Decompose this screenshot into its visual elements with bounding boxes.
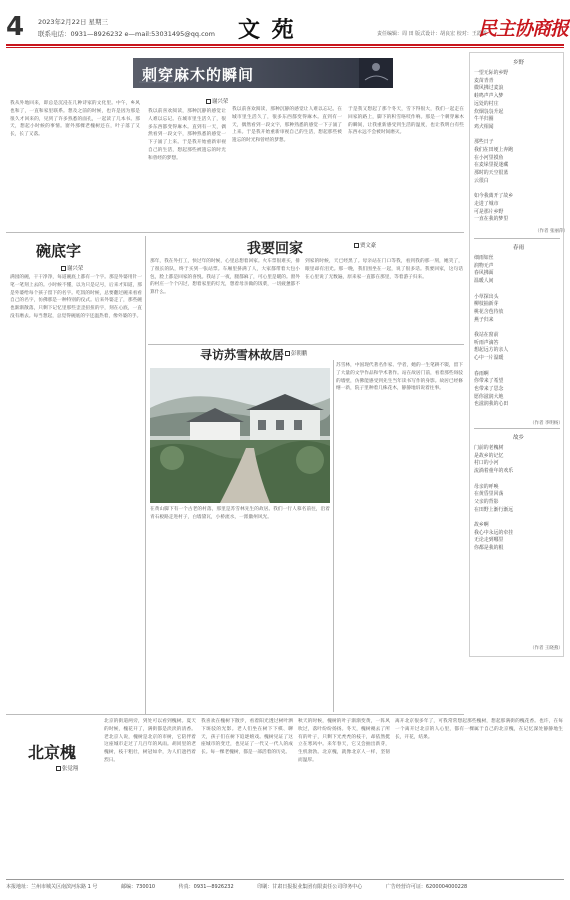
author-icon xyxy=(285,351,290,356)
poem-line: 我站在窗前 xyxy=(474,332,499,339)
poem-line: 你都是我的根 xyxy=(474,545,504,552)
article-title: 碗底字 xyxy=(36,242,82,260)
section-divider xyxy=(6,714,464,715)
article-body-col1: 我从外地回来，即总是沉浸在几种诗家的文化里。中午，乡风也和了，一直和家里联系。想及之前的时候，也许是因为那是很久才回来的，见到了许多熟悉的面孔，一起读了几本书。那天，想起小时候的事情。窗外那棵老槐树还在，叶子落了又长，长了又落。 xyxy=(10,101,140,138)
poem-line: 蛙鸣声声入梦 xyxy=(474,93,504,100)
article-body-col2: 我喜欢在槐树下散步，看着阳光透过树叶洒下斑驳的光影。老人们坐在树下下棋、聊天，孩子们在树下追逐嬉戏。槐树见证了这座城市的变迁，也见证了一代又一代人的成长。每一棵老槐树，都是一部活着的历史。 xyxy=(201,719,293,756)
article-body-col1b: 我以前喜欢阅读，那种沉静的感觉让人难以忘记。在城市里生活久了，很多东西都变得麻木。直到有一天，偶然看到一段文字，那种熟悉的感觉一下子涌了上来。于是我开始重新审视自己的生活，想起那些被遗忘的时光和曾经的梦想。 xyxy=(148,109,226,161)
poem-line: 云很白 xyxy=(474,177,489,184)
poem-line: 小草探出头 xyxy=(474,293,499,300)
poem-line: 我们在田埂上奔跑 xyxy=(474,147,514,154)
poem-line: 远处的村庄 xyxy=(474,100,499,107)
poem-body xyxy=(474,255,508,409)
article-byline: 贾文豪 xyxy=(354,241,376,249)
poem-line: 春雨啊 xyxy=(474,370,489,377)
contact-info: 联系电话：0931—8926232 e—mail:53031495@qq.com xyxy=(38,30,215,38)
footer-address: 本报地址：兰州市城关区南滨河东路 1 号 xyxy=(6,884,98,890)
article-body-col1: 北京的街道两旁，到处可以看到槐树。夏天的时候，槐花开了，满街都是淡淡的清香。老北京人说，槐树是北京的市树，它陪伴着这座城市走过了几百年的风雨。胡同里的老槐树，枝干粗壮，树冠如伞，为人们遮挡着烈日。 xyxy=(104,719,196,763)
article-body-col1: 那年，我在外打工，快过年的时候，心里总想着回家。火车票很难买，排了很长的队，终于买到一张站票。车厢里挤满了人，大家都带着大包小包，脸上都是回家的喜悦。我站了一夜，腿都麻了，可心里是暖的。窗外的村庄一个个闪过，想着家里的灯光，想着母亲做的饭菜，一切疲惫都不算什么。 xyxy=(150,259,300,296)
article-title: 刺穿麻木的瞬间 xyxy=(142,66,255,84)
article-body-col1: 在黄山脚下有一个古老的村落，那里是苏雪林先生的故居。我们一行人慕名前往，沿着青石板路走进村子，白墙黛瓦，小桥流水，一派徽州风光。 xyxy=(150,507,330,520)
author-icon xyxy=(206,99,211,104)
poem-divider xyxy=(474,428,560,429)
poem-body xyxy=(474,70,513,224)
section-divider xyxy=(6,232,464,233)
poem-line: 村口的小河 xyxy=(474,460,499,467)
footer xyxy=(6,883,564,890)
footer-postcode: 邮编：730010 xyxy=(120,884,156,890)
poem-line: 愿你滋润大地 xyxy=(474,393,504,400)
poem-line: 心中一片温暖 xyxy=(474,355,504,362)
poem-line: 牛羊归圈 xyxy=(474,116,494,123)
poem-line: 母亲的呼唤 xyxy=(474,483,499,490)
poem-note: （作者 张丽萍） xyxy=(535,229,568,234)
article-byline: 张觉翔 xyxy=(56,764,78,772)
article-title: 我要回家 xyxy=(247,241,303,257)
poem-line: 父亲的背影 xyxy=(474,498,499,505)
footer-fax: 传真：0931—8926232 xyxy=(178,884,234,890)
header-rule xyxy=(6,44,564,46)
poem-note: （作者 王晓燕） xyxy=(530,646,563,651)
footer-license: 广告经营许可证：6200004000228 xyxy=(385,884,468,890)
footer-rule xyxy=(6,879,564,880)
poem-line: 桃花含苞待放 xyxy=(474,308,504,315)
article-byline: 谢兴荣 xyxy=(61,264,83,272)
poem-line: 门前的老槐树 xyxy=(474,445,504,451)
column-divider xyxy=(333,360,334,712)
poem-line: 春风拂面 xyxy=(474,270,494,277)
poem-title: 故乡 xyxy=(513,435,525,441)
article-byline: 谢兴荣 xyxy=(206,97,228,105)
header-rule-thin xyxy=(6,47,564,48)
poem-line: 在小河里摸鱼 xyxy=(474,154,504,161)
poem-line xyxy=(474,286,508,294)
article-body-col2: 我以前喜欢阅读，那种沉静的感觉让人难以忘记。在城市里生活久了，很多东西都变得麻木。直到有一天，偶然看到一段文字，那种熟悉的感觉一下子涌了上来。于是我开始重新审视自己的生活，想起那些被遗忘的时光和曾经的梦想。 xyxy=(232,107,342,144)
poem-line: 麦苗青青 xyxy=(474,77,494,84)
page-number: 4 xyxy=(6,12,25,42)
poem-line: 也带来了思念 xyxy=(474,385,504,392)
section-divider xyxy=(148,344,464,345)
poem-line: 想起远方的亲人 xyxy=(474,347,509,354)
poem-line: 故乡啊 xyxy=(474,522,489,529)
author-icon xyxy=(56,766,61,771)
poem-line: 也滋润我的心田 xyxy=(474,401,509,408)
poem-line: 一望无际的乡野 xyxy=(474,70,509,76)
poem-line: 在麦垛里捉迷藏 xyxy=(474,162,509,169)
poem-line: 柳枝抽新芽 xyxy=(474,301,499,308)
poem-line: 鸡犬相闻 xyxy=(474,123,494,130)
article-body-col2: 苏雪林，中国现代著名作家、学者，她的一生笔耕不辍，留下了大量的文学作品和学术著作。站在故居门前，看着那些斑驳的墙壁，仿佛能感受到先生当年读书写作的身影。故居已经修缮一新，院子里种着几株花木，静静地诉说着往事。 xyxy=(336,363,463,392)
poem-line: 温暖人间 xyxy=(474,278,494,285)
article-body-col3: 于是我又想起了那个冬天，雪下得很大，我们一起走在回家的路上，脚下的积雪咯吱作响。那是一个刺穿麻木的瞬间，让我重新感受到生活的温度，也让我明白有些东西永远不会被时间磨灭。 xyxy=(348,107,464,136)
author-icon xyxy=(354,243,359,248)
poem-line xyxy=(474,324,508,332)
village-photo xyxy=(150,368,330,503)
poem-line: 微风拂过麦浪 xyxy=(474,85,504,92)
poem-line xyxy=(474,476,513,484)
article-byline: 彭朝鹏 xyxy=(285,349,307,357)
poem-body xyxy=(474,445,513,553)
poem-line: 流淌着童年的欢乐 xyxy=(474,468,514,475)
article-body-col2: 到家的时候，天已经黑了。母亲站在门口等我，看到我的那一刻，她笑了，眼里却有泪光。那一晚，我们围坐在一起，说了很多话。我要回家，这句话在心里说了无数遍，原来家一直都在那里，等着游子归来。 xyxy=(305,259,463,280)
poem-line: 那时的天空很蓝 xyxy=(474,170,509,177)
editor-credits: 责任编辑：周 田 版式设计：胡良宏 校对：王霞霞 xyxy=(377,31,487,37)
footer-printer: 印刷：甘肃日报报业集团有限责任公司印务中心 xyxy=(257,884,363,890)
article-body-col3: 秋天的时候，槐树的叶子渐渐变黄，一阵风吹过，落叶纷纷扬扬。冬天，槐树褪去了所有的叶子，只剩下光秃秃的枝干，却依然挺立在寒风中。来年春天，它又会抽出新芽，生机勃勃。北京槐，就像北京人一样，坚韧而温厚。 xyxy=(298,719,390,763)
section-title: 文 苑 xyxy=(238,17,296,43)
poem-line: 我心中永远的牵挂 xyxy=(474,529,514,536)
poem-line: 听雨声滴答 xyxy=(474,339,499,346)
article-title: 北京槐 xyxy=(28,743,77,762)
poem-line: 如今我离开了故乡 xyxy=(474,193,514,200)
poem-line: 炊烟袅袅升起 xyxy=(474,108,504,115)
poem-line: 走进了城市 xyxy=(474,200,499,207)
poem-line: 润物无声 xyxy=(474,262,494,269)
poem-line xyxy=(474,514,513,522)
poem-line: 在黄昏里回荡 xyxy=(474,491,504,498)
poem-title: 春雨 xyxy=(513,245,525,251)
article-body-col4: 离开北京很多年了，可我常常想起那些槐树，想起那满街的槐花香。也许，在每一个离开过北京的人心里，都有一棵属于自己的北京槐，在记忆深处静静地生长，开花，结果。 xyxy=(395,719,563,740)
poem-line: 你带来了希望 xyxy=(474,378,504,385)
column-divider xyxy=(145,236,146,714)
poem-divider xyxy=(474,238,560,239)
issue-date: 2023年2月22日 星期三 xyxy=(38,18,109,26)
poem-line: 细雨如丝 xyxy=(474,255,494,261)
author-icon xyxy=(61,266,66,271)
newspaper-logo: 民主协商报 xyxy=(478,18,569,40)
poem-line: 在田野上渐行渐远 xyxy=(474,506,514,513)
poem-line xyxy=(474,363,508,371)
poem-note: （作者 李明杨） xyxy=(530,421,563,426)
article-body: 满园的碗，干干净净，每道碗底上都有一个字。那是外婆用针一笔一笔刻上去的。小时候不懂，以为只是记号，后来才知道，那是外婆给每个孩子留下的名字。吃饭的时候，总要翻过碗来看看自己的名字，仿佛那是一种特别的仪式。后来外婆走了，那些碗也渐渐散落，只剩下记忆里那些歪歪扭扭的字，刻在心底，一直没有磨去。每当想起，总觉得碗底的字还温热着，像外婆的手。 xyxy=(10,275,142,319)
poem-title: 乡野 xyxy=(513,60,525,66)
poem-line: 无论走到哪里 xyxy=(474,537,504,544)
article-title: 寻访苏雪林故居 xyxy=(200,348,285,362)
poem-line: 一直在我的梦里 xyxy=(474,216,509,223)
poem-line: 燕子归来 xyxy=(474,316,494,323)
poem-line: 那些日子 xyxy=(474,139,494,146)
poem-line: 可是那片乡野 xyxy=(474,208,504,215)
poem-line: 是故乡的记忆 xyxy=(474,452,504,459)
